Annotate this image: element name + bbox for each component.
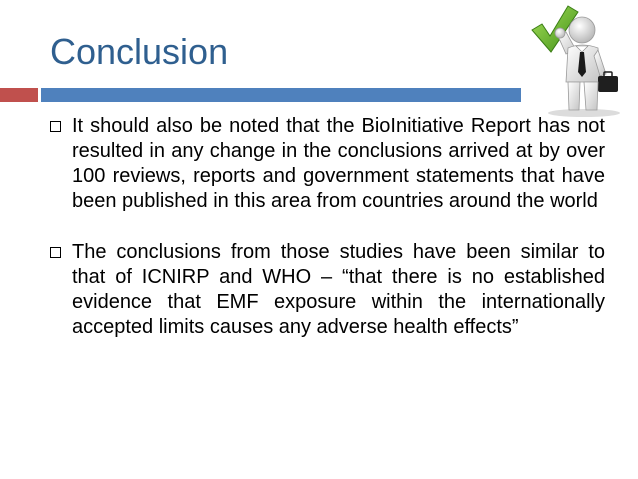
slide-title: Conclusion [50, 31, 229, 72]
bullet-text: It should also be noted that the BioInitiative Report has not resulted in any change in the conclusions arrived at by over 100 reviews, reports and government statements that have been published in this area from countries around the world [72, 115, 605, 212]
square-bullet-icon [50, 247, 61, 258]
businessman-checkmark-icon [520, 2, 638, 118]
list-item [50, 240, 605, 340]
bullet-list [50, 114, 605, 340]
title-rule-red [0, 88, 38, 102]
title-rule-blue [41, 88, 521, 102]
bullet-text: The conclusions from those studies have been similar to that of ICNIRP and WHO – “that there is no established evidence that EMF exposure within the internationally accepted limits causes any adverse health effects” [72, 241, 605, 338]
square-bullet-icon [50, 121, 61, 132]
list-item [50, 114, 605, 214]
